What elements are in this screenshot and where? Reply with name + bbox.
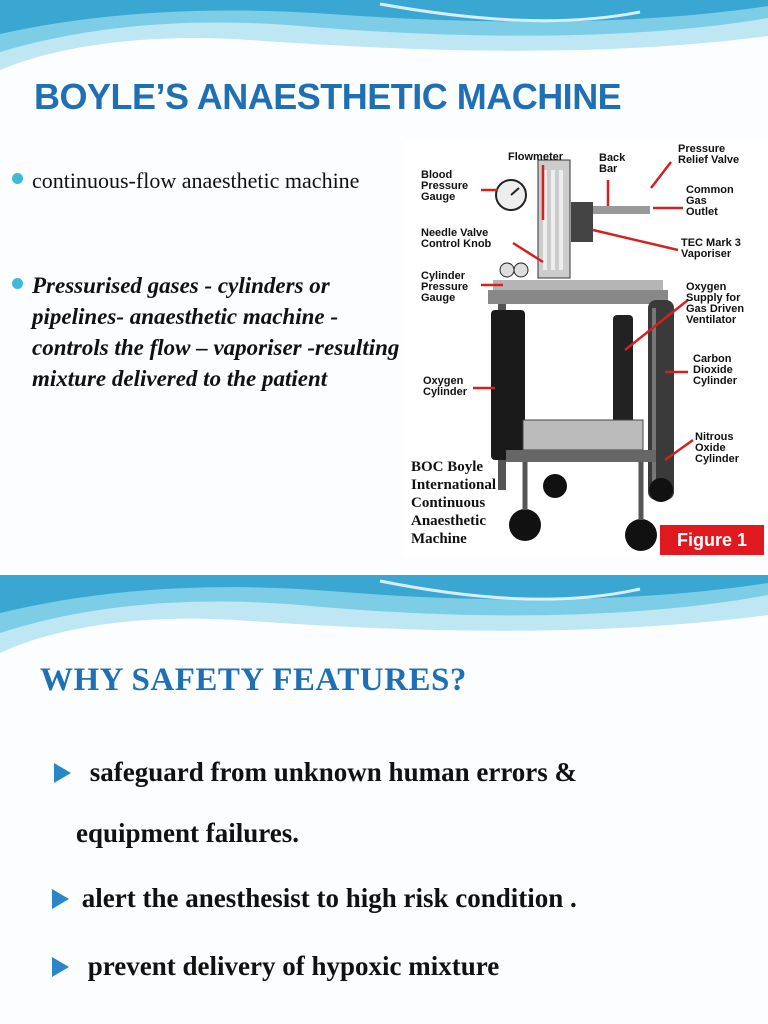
arrow-bullet-icon [54, 763, 71, 783]
label-oxygen-supply: Oxygen Supply for Gas Driven Ventilator [686, 281, 745, 326]
arrow-bullet-icon [52, 957, 69, 977]
figure-caption: BOC Boyle International Continuous Anaesthetic Machine [411, 459, 497, 547]
bullet-dot [12, 278, 23, 289]
label-nitrous-oxide-cylinder: Nitrous Oxide Cylinder [695, 431, 740, 465]
bullet-safeguard: safeguard from unknown human errors & [54, 757, 577, 788]
label-cylinder-pressure-gauge: Cylinder Pressure Gauge [421, 270, 469, 304]
arrow-bullet-icon [52, 889, 69, 909]
bullet-continuous-flow: continuous-flow anaesthetic machine [12, 165, 402, 196]
label-tec-mark-3: TEC Mark 3 Vaporiser [681, 237, 741, 260]
label-carbon-dioxide-cylinder: Carbon Dioxide Cylinder [693, 353, 738, 387]
bullet-pressurised-gases: Pressurised gases - cylinders or pipelines- anaesthetic machine - controls the flow – vaporiser -resulting mixture delivered to the patient [12, 270, 402, 394]
figure-badge: Figure 1 [660, 525, 764, 555]
slide-2 [0, 575, 768, 1024]
label-needle-valve: Needle Valve Control Knob [421, 227, 492, 250]
slide-1-title: BOYLE’S ANAESTHETIC MACHINE [34, 76, 622, 117]
label-flowmeter: Flowmeter [508, 151, 564, 163]
label-oxygen-cylinder: Oxygen Cylinder [423, 375, 468, 398]
label-common-gas-outlet: Common Gas Outlet [686, 184, 734, 218]
bullet-dot [12, 173, 23, 184]
bullet-equipment-failures: equipment failures. [76, 818, 300, 848]
anaesthetic-machine-figure [403, 140, 768, 558]
label-pressure-relief-valve: Pressure Relief Valve [678, 143, 740, 166]
label-back-bar: Back Bar [599, 152, 626, 175]
slide-2-title: WHY SAFETY FEATURES? [40, 662, 467, 698]
bullet-alert-anesthesist: alert the anesthesist to high risk condition . [52, 883, 577, 914]
bullet-prevent-hypoxic: prevent delivery of hypoxic mixture [52, 951, 499, 982]
header-wave [0, 575, 768, 670]
label-blood-pressure-gauge: Blood Pressure Gauge [421, 169, 469, 203]
